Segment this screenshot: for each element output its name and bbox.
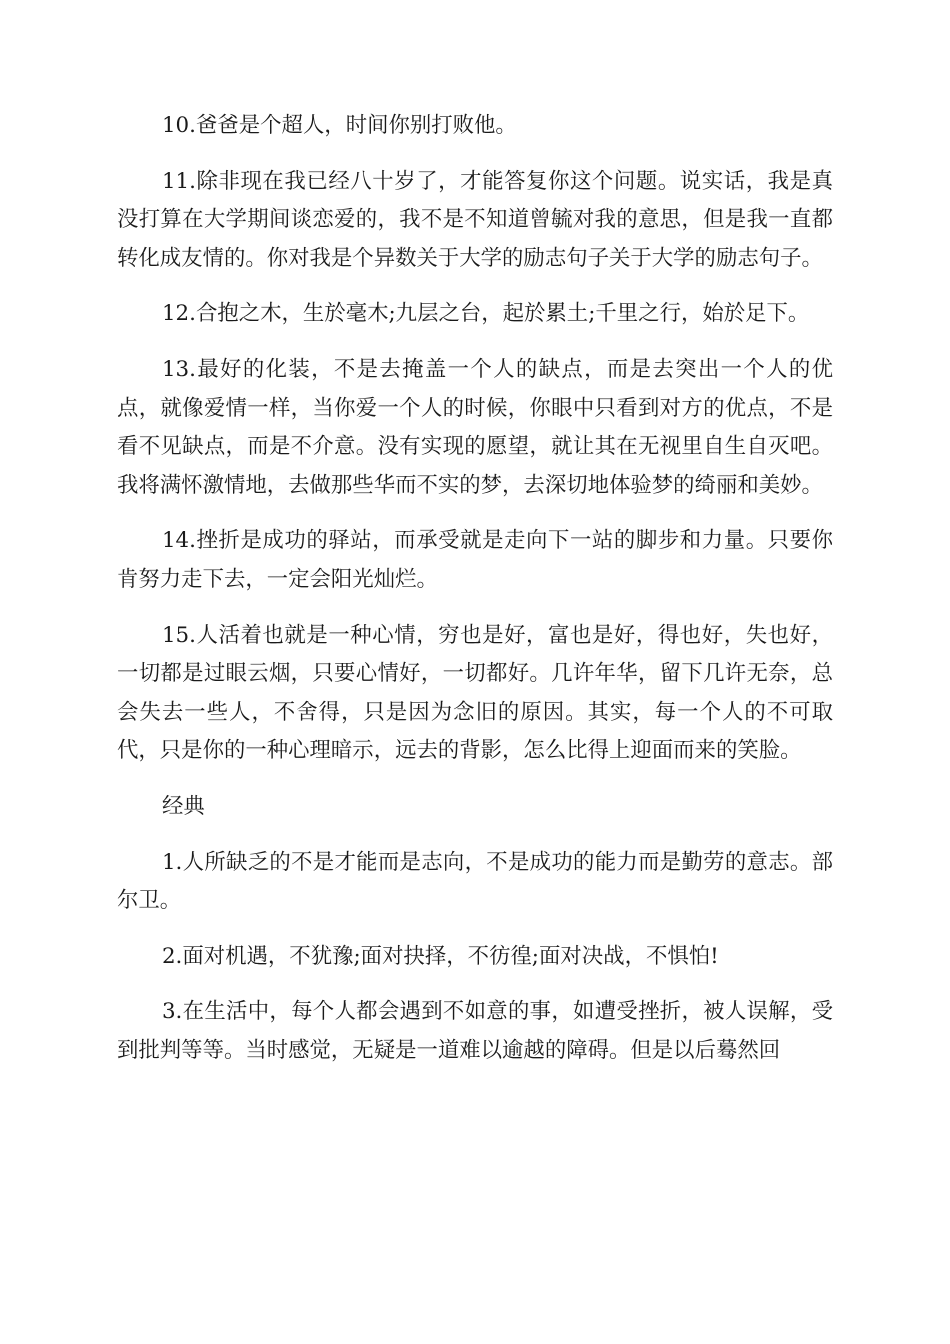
paragraph-classic-1: 1.人所缺乏的不是才能而是志向，不是成功的能力而是勤劳的意志。部尔卫。 <box>117 849 833 914</box>
section-heading: 经典 <box>161 793 205 819</box>
paragraph-classic-3: 3.在生活中，每个人都会遇到不如意的事，如遭受挫折，被人误解，受到批判等等。当时感觉，无疑是一道难以逾越的障碍。但是以后蓦然回 <box>117 999 833 1063</box>
paragraph-13: 13.最好的化装，不是去掩盖一个人的缺点，而是去突出一个人的优点，就像爱情一样，当你爱一个人的时候，你眼中只看到对方的优点，不是看不见缺点，而是不介意。没有实现的愿望，就让其在无视里自生自灭吧。我将满怀激情地，去做那些华而不实的梦，去深切地体验梦的绮丽和美妙。 <box>117 356 833 498</box>
paragraph-classic-2: 2.面对机遇，不犹豫;面对抉择，不彷徨;面对决战，不惧怕! <box>161 943 719 969</box>
paragraph-14: 14.挫折是成功的驿站，而承受就是走向下一站的脚步和力量。只要你肯努力走下去，一定会阳光灿烂。 <box>117 528 833 592</box>
document-page <box>117 107 833 1087</box>
paragraph-10: 10.爸爸是个超人，时间你别打败他。 <box>161 113 517 138</box>
paragraph-12: 12.合抱之木，生於毫木;九层之台，起於累土;千里之行，始於足下。 <box>161 301 810 327</box>
paragraph-11: 11.除非现在我已经八十岁了，才能答复你这个问题。说实话，我是真没打算在大学期间谈恋爱的，我不是不知道曾毓对我的意思，但是我一直都转化成友情的。你对我是个异数关于大学的励志句子关于大学的励志句子。 <box>117 168 833 271</box>
paragraph-15: 15.人活着也就是一种心情，穷也是好，富也是好，得也好，失也好，一切都是过眼云烟，只要心情好，一切都好。几许年华，留下几许无奈，总会失去一些人，不舍得，只是因为念旧的原因。其实，每一个人的不可取代，只是你的一种心理暗示，远去的背影，怎么比得上迎面而来的笑脸。 <box>117 622 833 764</box>
